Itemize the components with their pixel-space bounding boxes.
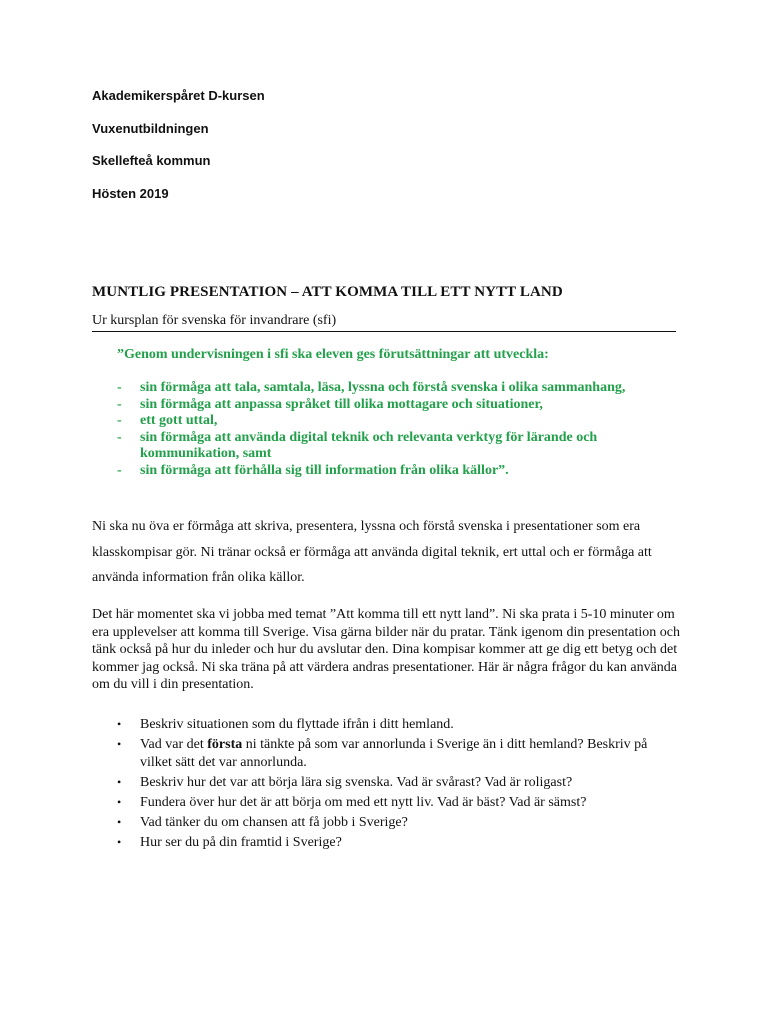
question-item: [117, 736, 677, 771]
question-emphasis: första: [207, 737, 243, 752]
goal-text: sin förmåga att tala, samtala, läsa, lyssna och förstå svenska i olika sammanhang,: [140, 380, 626, 395]
assignment-paragraph: Det här momentet ska vi jobba med temat ”Att komma till ett nytt land”. Ni ska prata i 5-10 minuter om era upplevelser att komma till Sverige. Visa gärna bilder när du pratar. Tänk igenom din presentation och tänk också på hur du inleder och hur du avslutar den. Dina kompisar kommer att ge dig ett betyg och det kommer jag också. Ni ska träna på att värdera andras presentationer. Här är några frågor du kan använda om du vill i din presentation.: [92, 607, 681, 692]
goal-text: sin förmåga att anpassa språket till olika mottagare och situationer,: [140, 396, 543, 412]
bullet-marker: •: [117, 774, 122, 789]
question-text-after: ni tänkte på som var annorlunda i Sverige än i ditt hemland? Beskriv på vilket sätt det var annorlunda.: [140, 737, 648, 770]
bullet-marker: •: [117, 717, 122, 731]
curriculum-intro: ”Genom undervisningen i sfi ska eleven ges förutsättningar att utveckla:: [117, 347, 549, 362]
question-text-before: Vad var det: [140, 737, 208, 752]
dash-marker: -: [117, 413, 122, 428]
curriculum-source: Ur kursplan för svenska för invandrare (sfi): [92, 312, 676, 332]
question-item: [117, 774, 677, 792]
goal-item: [117, 397, 657, 414]
bullet-marker: •: [117, 814, 122, 829]
goal-item: [117, 463, 657, 480]
question-text: Fundera över hur det är att börja om med ett nytt liv. Vad är bäst? Vad är sämst?: [140, 794, 587, 810]
dash-marker: -: [117, 462, 122, 478]
question-text: Vad tänker du om chansen att få jobb i Sverige?: [140, 814, 408, 830]
document-title: MUNTLIG PRESENTATION – ATT KOMMA TILL ETT NYTT LAND: [92, 284, 563, 300]
bullet-marker: •: [117, 737, 122, 751]
bullet-marker: •: [117, 834, 122, 849]
question-item: [117, 716, 677, 734]
question-item: [117, 794, 677, 812]
curriculum-goals-list: [117, 380, 657, 479]
bullet-marker: •: [117, 794, 122, 809]
question-list: [117, 716, 677, 854]
question-text: Hur ser du på din framtid i Sverige?: [140, 834, 342, 850]
goal-item: [117, 413, 657, 430]
goal-text: sin förmåga att använda digital teknik och relevanta verktyg för lärande och kommunikation, samt: [140, 429, 598, 461]
question-item: [117, 834, 677, 852]
goal-text: sin förmåga att förhålla sig till information från olika källor”.: [140, 462, 509, 478]
goal-item: [117, 430, 657, 463]
header-program: Akademikerspåret D-kursen: [92, 88, 265, 103]
instructions-paragraph: Ni ska nu öva er förmåga att skriva, presentera, lyssna och förstå svenska i presentationer som era klasskompisar gör. Ni tränar också er förmåga att använda digital teknik, ert uttal och er förmåga att använda information från olika källor.: [92, 519, 652, 585]
question-text: Beskriv hur det var att börja lära sig svenska. Vad är svårast? Vad är roligast?: [140, 774, 573, 790]
question-text: Beskriv situationen som du flyttade ifrån i ditt hemland.: [140, 717, 454, 732]
header-term: Hösten 2019: [92, 186, 169, 201]
dash-marker: -: [117, 396, 122, 412]
dash-marker: -: [117, 429, 122, 445]
goal-text: ett gott uttal,: [140, 413, 218, 428]
header-municipality: Skellefteå kommun: [92, 153, 211, 168]
goal-item: [117, 380, 657, 397]
question-item: [117, 814, 677, 832]
header-school: Vuxenutbildningen: [92, 121, 209, 136]
dash-marker: -: [117, 380, 122, 395]
